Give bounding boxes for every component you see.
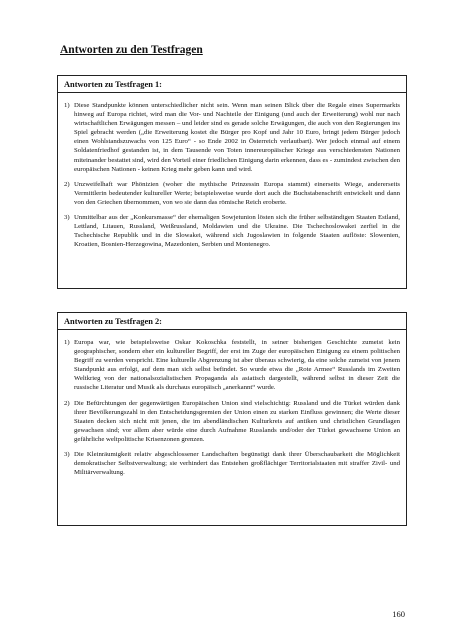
answer-text: Die Befürchtungen der gegenwärtigen Europäischen Union sind vielschichtig: Russland und die Türkei würden dank ihrer Bevölkerungszahl in den Entscheidungsgremien der Union einen zu starken Einfluss gewinnen; die Werte dieser Staaten decken sich nicht mit jenen, die im abendländischen Kulturkreis auf antiken und christlichen Grundlagen gewachsen sind; vor allem aber würde eine durch Aufnahme Russlands und/oder der Türkei gewachsene Union an gefährliche weltpolitische Krisenzonen grenzen. bbox=[74, 399, 400, 443]
answer-text: Unzweifelhaft war Phönizien (woher die mythische Prinzessin Europa stammt) einerseits Wiege, andererseits Vermittlerin bedeutender kultureller Werte; beispielsweise wurde dort auch die Buchstabenschrift entwickelt und dann von den Griechen übernommen, von wo sie dann das römische Reich eroberte. bbox=[74, 180, 400, 206]
page-number: 160 bbox=[392, 609, 405, 619]
answer-item bbox=[64, 180, 400, 207]
answer-item bbox=[64, 213, 400, 249]
item-number: 2) bbox=[64, 180, 70, 188]
item-number: 1) bbox=[64, 102, 70, 109]
answer-text: Europa war, wie beispielsweise Oskar Kokoschka feststellt, in seiner bisherigen Geschichte zumeist kein geographischer, sondern eher ein kultureller Begriff, der erst im Zuge der europäischen Einigung zu einem politischen Begriff zu werden verspricht. Eine kulturelle Abgrenzung ist aber überaus schwierig, da eine solche zumeist von jenem Standpunkt aus erfolgt, auf dem man sich selbst befindet. So wurde etwa die „Rote Armee“ Russlands im Zweiten Weltkrieg von der nationalsozialistischen Propaganda als asiatisch dargestellt, während selbst in dieser Zeit die russische Literatur und Musik als durchaus europäisch „anerkannt“ wurde. bbox=[74, 339, 400, 392]
section-heading: Antworten zu Testfragen 1: bbox=[58, 76, 406, 93]
item-number: 3) bbox=[64, 214, 70, 222]
item-number: 3) bbox=[64, 451, 70, 459]
item-number: 1) bbox=[64, 339, 70, 346]
answers-box-1 bbox=[57, 75, 407, 289]
answer-item bbox=[64, 101, 400, 174]
answer-text: Unmittelbar aus der „Konkursmasse“ der ehemaligen Sowjetunion lösten sich die früher selbständigen Staaten Estland, Lettland, Litauen, Russland, Weißrussland, Moldawien und die Ukraine. Die Tschechoslowakei zerfiel in die Tschechische Republik und in die Slowakei, während sich Jugoslawien in folgende Staaten auflöste: Slowenien, Kroatien, Bosnien-Herzegowina, Mazedonien, Serbien und Montenegro. bbox=[74, 214, 400, 249]
answer-item bbox=[64, 399, 400, 444]
answer-item bbox=[64, 450, 400, 477]
section-heading: Antworten zu Testfragen 2: bbox=[58, 313, 406, 330]
answer-text: Die Kleinräumigkeit relativ abgeschlossener Landschaften begünstigt dank ihrer Überschaubarkeit die Möglichkeit demokratischer Selbstverwaltung; sie verhindert das Entstehen großflächiger Territorialstaaten mit straffer Zivil- und Militärverwaltung. bbox=[74, 451, 400, 477]
answer-item bbox=[64, 338, 400, 393]
item-number: 2) bbox=[64, 399, 70, 407]
answer-text: Diese Standpunkte können unterschiedlicher nicht sein. Wenn man seinen Blick über die Regale eines Supermarkts hinweg auf Europa richtet, wird man die Vor- und Nachteile der Einigung (und auch der Erweiterung) wohl nur nach wirtschaftlichen Erwägungen messen – und leider sind es gerade solche Erwägungen, die auch von den Regierungen ins Spiel gebracht werden („die Erweiterung kostet die Bürger pro Kopf und Jahr 10 Euro, bringt jedem Bürger jedoch einen Wohlstandszuwachs von 125 Euro“ - so Ende 2002 in Österreich verlautbart). Wer jedoch einmal auf einem Soldatenfriedhof gestanden ist, in dem Tausende von Toten innereuropäischer Kriege aus verschiedensten Nationen miteinander bestattet sind, wird den Vorteil einer friedlichen Einigung darin erkennen, dass es - zumindest zwischen den europäischen Nationen - keinen Krieg mehr geben kann und wird. bbox=[74, 102, 400, 173]
page-title: Antworten zu den Testfragen bbox=[60, 44, 203, 56]
answers-box-2 bbox=[57, 312, 407, 526]
